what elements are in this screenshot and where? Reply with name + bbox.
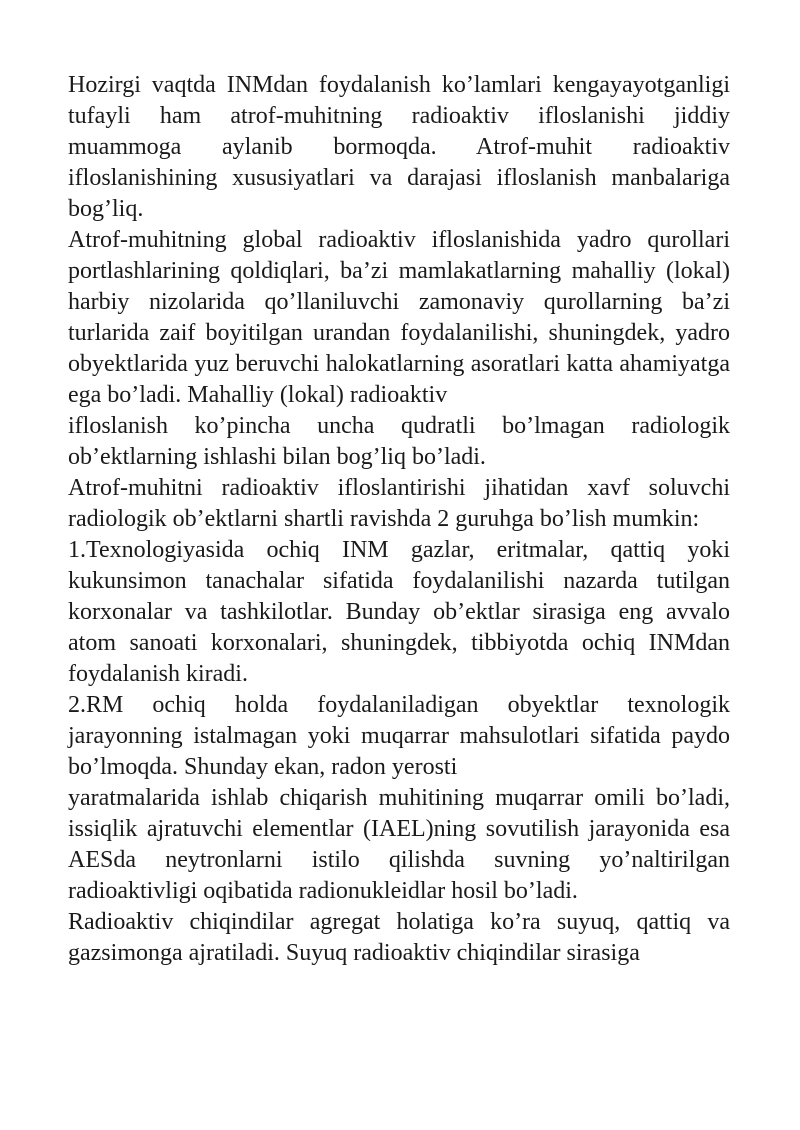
document-page	[68, 70, 730, 969]
paragraph-3: ifloslanish ko’pincha uncha qudratli bo’lmagan radiologik ob’ektlarning ishlashi bilan bog’liq bo’ladi.	[68, 413, 730, 470]
paragraph-5: 1.Texnologiyasida ochiq INM gazlar, eritmalar, qattiq yoki kukunsimon tanachalar sifatida foydalanilishi nazarda tutilgan korxonalar va tashkilotlar. Bunday ob’ektlar sirasiga eng avvalo atom sanoati korxonalari, shuningdek, tibbiyotda ochiq INMdan foydalanish kiradi.	[68, 537, 730, 687]
paragraph-2: Atrof-muhitning global radioaktiv ifloslanishida yadro qurollari portlashlarining qoldiqlari, ba’zi mamlakatlarning mahalliy (lokal) harbiy nizolarida qo’llaniluvchi zamonaviy qurollarning ba’zi turlarida zaif boyitilgan urandan foydalanilishi, shuningdek, yadro obyektlarida yuz beruvchi halokatlarning asoratlari katta ahamiyatga ega bo’ladi. Mahalliy (lokal) radioaktiv	[68, 227, 730, 408]
paragraph-8: Radioaktiv chiqindilar agregat holatiga ko’ra suyuq, qattiq va gazsimonga ajratiladi. Suyuq radioaktiv chiqindilar sirasiga	[68, 909, 730, 966]
paragraph-1: Hozirgi vaqtda INMdan foydalanish ko’lamlari kengayayotganligi tufayli ham atrof-muhitning radioaktiv ifloslanishi jiddiy muammoga aylanib bormoqda. Atrof-muhit radioaktiv ifloslanishining xususiyatlari va darajasi ifloslanish manbalariga bog’liq.	[68, 72, 730, 222]
paragraph-6: 2.RM ochiq holda foydalaniladigan obyektlar texnologik jarayonning istalmagan yoki muqarrar mahsulotlari sifatida paydo bo’lmoqda. Shunday ekan, radon yerosti	[68, 692, 730, 780]
paragraph-7: yaratmalarida ishlab chiqarish muhitining muqarrar omili bo’ladi, issiqlik ajratuvchi elementlar (IAEL)ning sovutilish jarayonida esa AESda neytronlarni istilo qilishda suvning yo’naltirilgan radioaktivligi oqibatida radionukleidlar hosil bo’ladi.	[68, 785, 730, 904]
paragraph-4: Atrof-muhitni radioaktiv ifloslantirishi jihatidan xavf soluvchi radiologik ob’ektlarni shartli ravishda 2 guruhga bo’lish mumkin:	[68, 475, 730, 532]
